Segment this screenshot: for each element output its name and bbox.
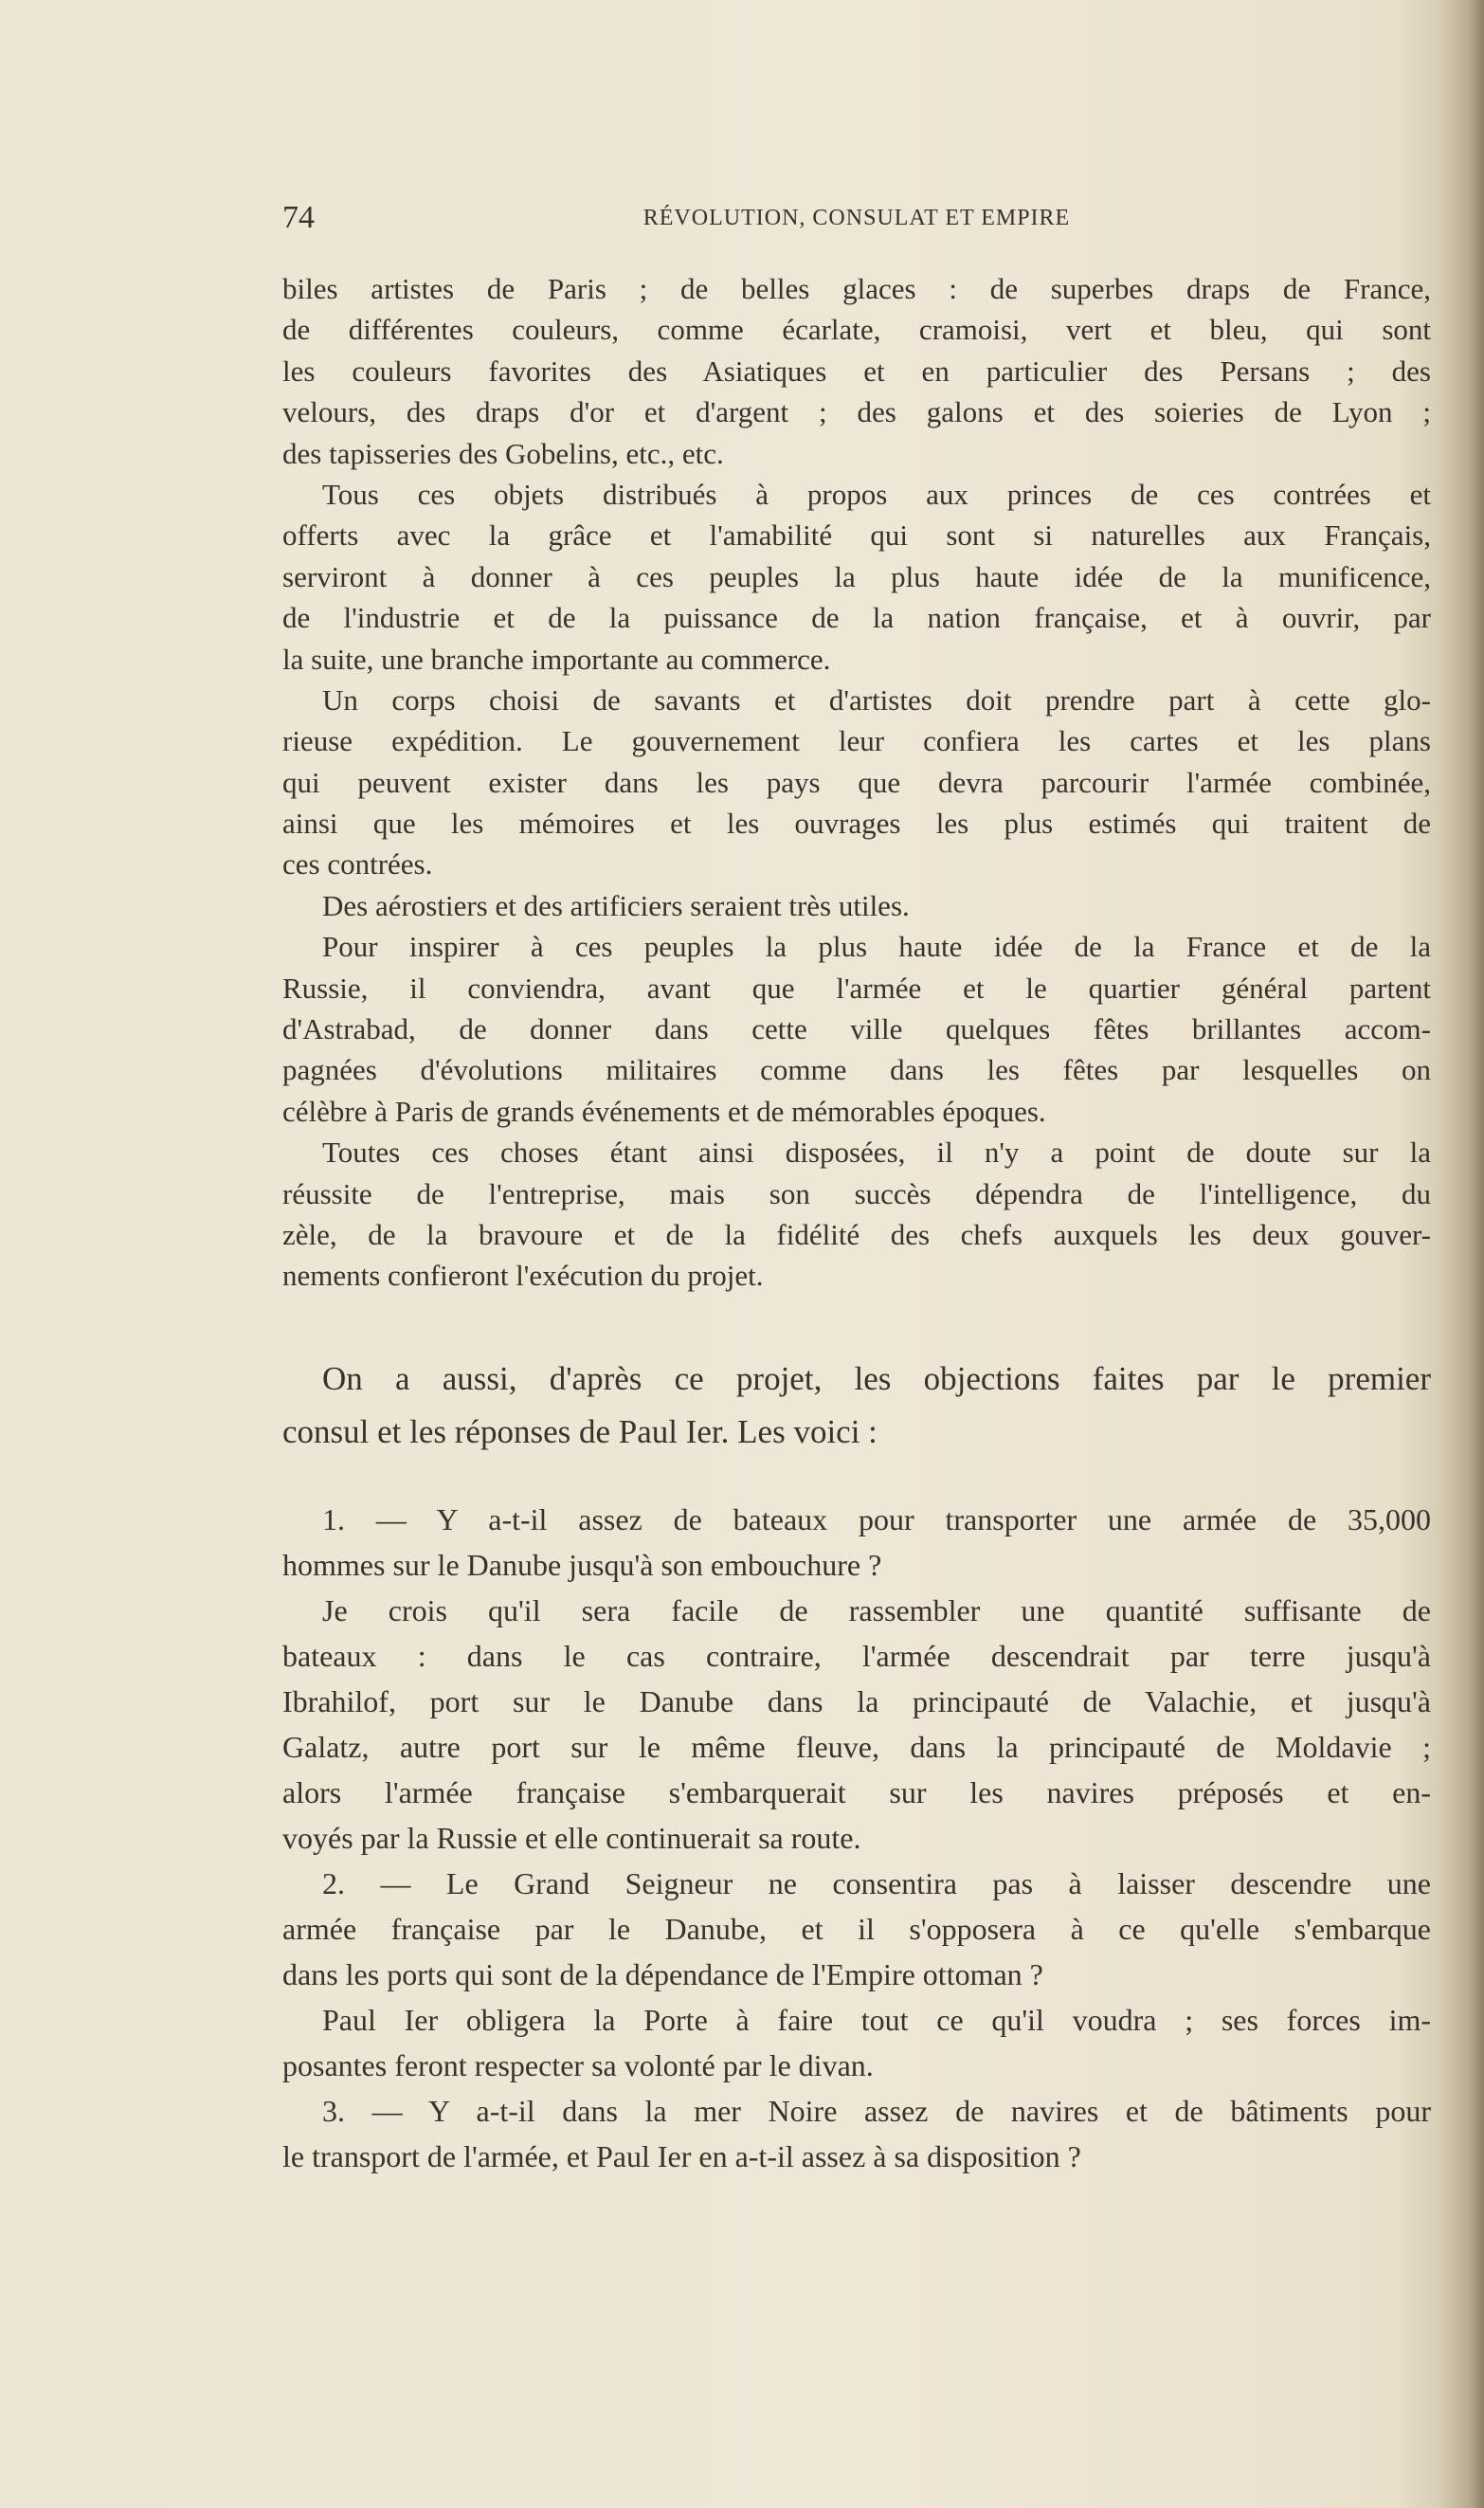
text-line: On a aussi, d'après ce projet, les objections faites par le premier	[322, 1360, 1431, 1397]
paragraph	[282, 2088, 1431, 2179]
text-line: Russie, il conviendra, avant que l'armée et le quartier général partent	[282, 971, 1431, 1005]
text-line: qui peuvent exister dans les pays que devra parcourir l'armée combinée,	[282, 765, 1431, 799]
text-line: pagnées d'évolutions militaires comme dans les fêtes par lesquelles on	[282, 1053, 1431, 1087]
text-line: armée française par le Danube, et il s'opposera à ce qu'elle s'embarque	[282, 1912, 1431, 1946]
text-line: zèle, de la bravoure et de la fidélité des chefs auxquels les deux gouver-	[282, 1217, 1431, 1251]
text-line: célèbre à Paris de grands événements et de mémorables époques.	[282, 1094, 1046, 1128]
text-line: Pour inspirer à ces peuples la plus haute idée de la France et de la	[322, 930, 1431, 964]
page-number: 74	[282, 200, 315, 235]
text-section-3	[282, 1497, 1431, 2179]
text-line: ainsi que les mémoires et les ouvrages les plus estimés qui traitent de	[282, 807, 1431, 841]
text-line: serviront à donner à ces peuples la plus haute idée de la munificence,	[282, 559, 1431, 593]
text-line: posantes feront respecter sa volonté par le divan.	[282, 2048, 874, 2082]
text-line: bateaux : dans le cas contraire, l'armée descendrait par terre jusqu'à	[282, 1639, 1431, 1673]
paragraph	[282, 885, 1431, 926]
text-line: velours, des draps d'or et d'argent ; des galons et des soieries de Lyon ;	[282, 395, 1431, 429]
text-line: la suite, une branche importante au commerce.	[282, 642, 831, 676]
text-line: 2. — Le Grand Seigneur ne consentira pas à laisser descendre une	[322, 1866, 1431, 1900]
paragraph	[282, 926, 1431, 1132]
text-line: d'Astrabad, de donner dans cette ville quelques fêtes brillantes accom-	[282, 1012, 1431, 1046]
text-line: offerts avec la grâce et l'amabilité qui sont si naturelles aux Français,	[282, 518, 1431, 553]
paragraph	[282, 1997, 1431, 2088]
paragraph	[282, 1497, 1431, 1588]
text-line: de différentes couleurs, comme écarlate, cramoisi, vert et bleu, qui sont	[282, 313, 1431, 347]
text-line: 1. — Y a-t-il assez de bateaux pour transporter une armée de 35,000	[322, 1502, 1431, 1536]
text-line: biles artistes de Paris ; de belles glaces : de superbes draps de France,	[282, 272, 1431, 305]
text-line: dans les ports qui sont de la dépendance de l'Empire ottoman ?	[282, 1957, 1043, 1991]
paragraph	[282, 268, 1431, 474]
paragraph	[282, 680, 1431, 885]
text-line: des tapisseries des Gobelins, etc., etc.	[282, 436, 724, 470]
text-line: Tous ces objets distribués à propos aux princes de ces contrées et	[322, 477, 1431, 511]
text-section-1	[282, 268, 1431, 1297]
text-line: nements confieront l'exécution du projet.	[282, 1259, 764, 1293]
text-line: Toutes ces choses étant ainsi disposées, il n'y a point de doute sur la	[322, 1136, 1431, 1170]
text-line: Paul Ier obligera la Porte à faire tout ce qu'il voudra ; ses forces im-	[322, 2003, 1431, 2037]
text-line: les couleurs favorites des Asiatiques et en particulier des Persans ; des	[282, 354, 1431, 388]
text-line: rieuse expédition. Le gouvernement leur confiera les cartes et les plans	[282, 724, 1431, 758]
text-line: Galatz, autre port sur le même fleuve, dans la principauté de Moldavie ;	[282, 1730, 1431, 1764]
text-line: alors l'armée française s'embarquerait sur les navires préposés et en-	[282, 1775, 1431, 1809]
paragraph	[282, 1353, 1431, 1459]
text-line: voyés par la Russie et elle continuerait sa route.	[282, 1821, 861, 1855]
text-line: Un corps choisi de savants et d'artistes doit prendre part à cette glo-	[322, 682, 1431, 717]
text-line: réussite de l'entreprise, mais son succès dépendra de l'intelligence, du	[282, 1176, 1431, 1210]
text-section-2	[282, 1353, 1431, 1459]
text-line: Des aérostiers et des artificiers seraient très utiles.	[322, 888, 910, 922]
paragraph	[282, 1588, 1431, 1861]
paragraph	[282, 1861, 1431, 1997]
paragraph	[282, 474, 1431, 680]
text-line: ces contrées.	[282, 847, 433, 881]
text-line: Ibrahilof, port sur le Danube dans la principauté de Valachie, et jusqu'à	[282, 1684, 1431, 1718]
running-title: RÉVOLUTION, CONSULAT ET EMPIRE	[642, 206, 1071, 230]
text-line: de l'industrie et de la puissance de la nation française, et à ouvrir, par	[282, 601, 1431, 635]
paragraph	[282, 1132, 1431, 1297]
text-line: consul et les réponses de Paul Ier. Les voici :	[282, 1413, 878, 1450]
text-line: hommes sur le Danube jusqu'à son embouchure ?	[282, 1548, 882, 1582]
text-line: 3. — Y a-t-il dans la mer Noire assez de navires et de bâtiments pour	[322, 2094, 1431, 2128]
text-line: le transport de l'armée, et Paul Ier en a-t-il assez à sa disposition ?	[282, 2139, 1081, 2173]
text-line: Je crois qu'il sera facile de rassembler une quantité suffisante de	[322, 1593, 1431, 1627]
